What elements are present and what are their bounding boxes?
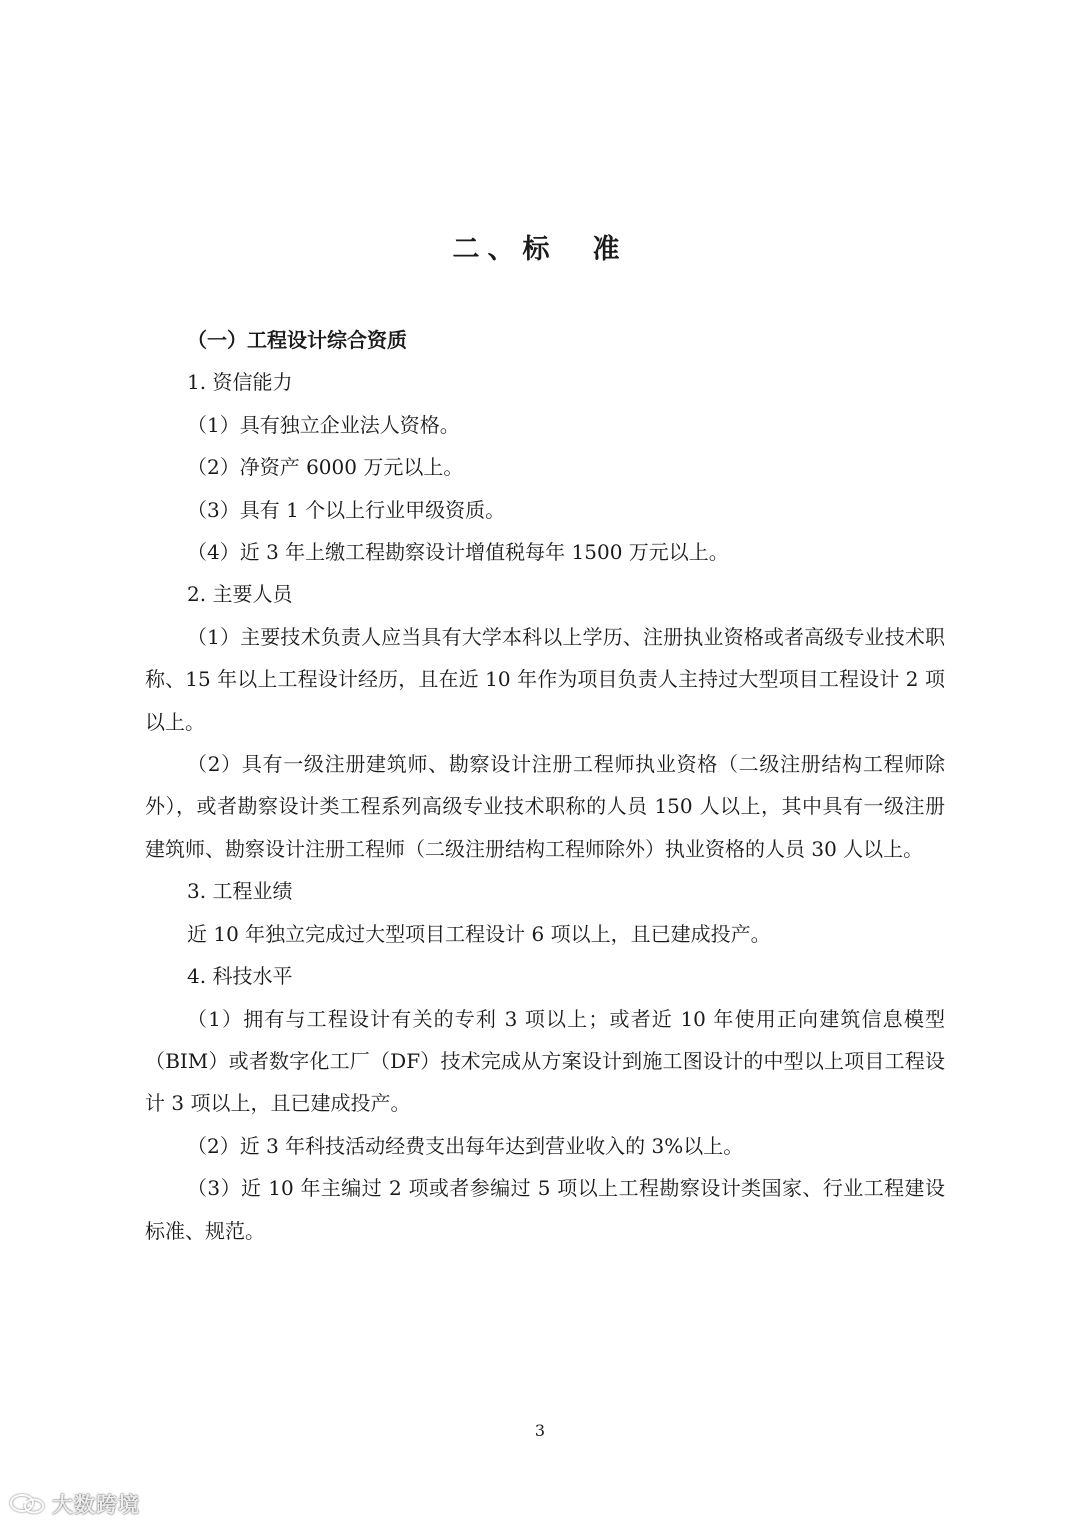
watermark (8, 1488, 140, 1520)
paragraph: 3. 工程业绩 (187, 879, 293, 904)
paragraph: （4）近 3 年上缴工程勘察设计增值税每年 1500 万元以上。 (187, 540, 729, 565)
paragraph: （3）近 10 年主编过 2 项或者参编过 5 项以上工程勘察设计类国家、行业工程建设标准、规范。 (145, 1176, 945, 1243)
paragraph: 2. 主要人员 (187, 582, 293, 607)
paragraph: 近 10 年独立完成过大型项目工程设计 6 项以上，且已建成投产。 (187, 921, 771, 946)
section-heading: （一）工程设计综合资质 (187, 328, 407, 352)
paragraph: （2）净资产 6000 万元以上。 (187, 455, 464, 480)
paragraph: 1. 资信能力 (187, 370, 293, 395)
paragraph: （1）拥有与工程设计有关的专利 3 项以上；或者近 10 年使用正向建筑信息模型（BIM）或者数字化工厂（DF）技术完成从方案设计到施工图设计的中型以上项目工程设计 3 项以上，且已建成投产。 (145, 1006, 945, 1116)
page-title: 二、标 准 (452, 234, 628, 265)
paragraph: （1）主要技术负责人应当具有大学本科以上学历、注册执业资格或者高级专业技术职称、15 年以上工程设计经历，且在近 10 年作为项目负责人主持过大型项目工程设计 2 项以上。 (145, 624, 945, 734)
paragraph: （2）具有一级注册建筑师、勘察设计注册工程师执业资格（二级注册结构工程师除外），或者勘察设计类工程系列高级专业技术职称的人员 150 人以上，其中具有一级注册建筑师、勘察设计注册工程师（二级注册结构工程师除外）执业资格的人员 30 人以上。 (145, 752, 945, 861)
paragraph: （1）具有独立企业法人资格。 (187, 412, 460, 437)
paragraph: （2）近 3 年科技活动经费支出每年达到营业收入的 3%以上。 (187, 1133, 744, 1158)
paragraph: 4. 科技水平 (187, 964, 293, 989)
watermark-text: 大数跨境 (52, 1493, 140, 1517)
paragraph: （3）具有 1 个以上行业甲级资质。 (187, 497, 506, 522)
document-body (145, 319, 945, 1252)
wechat-logo-icon (8, 1493, 46, 1515)
page-number: 3 (534, 1421, 546, 1440)
